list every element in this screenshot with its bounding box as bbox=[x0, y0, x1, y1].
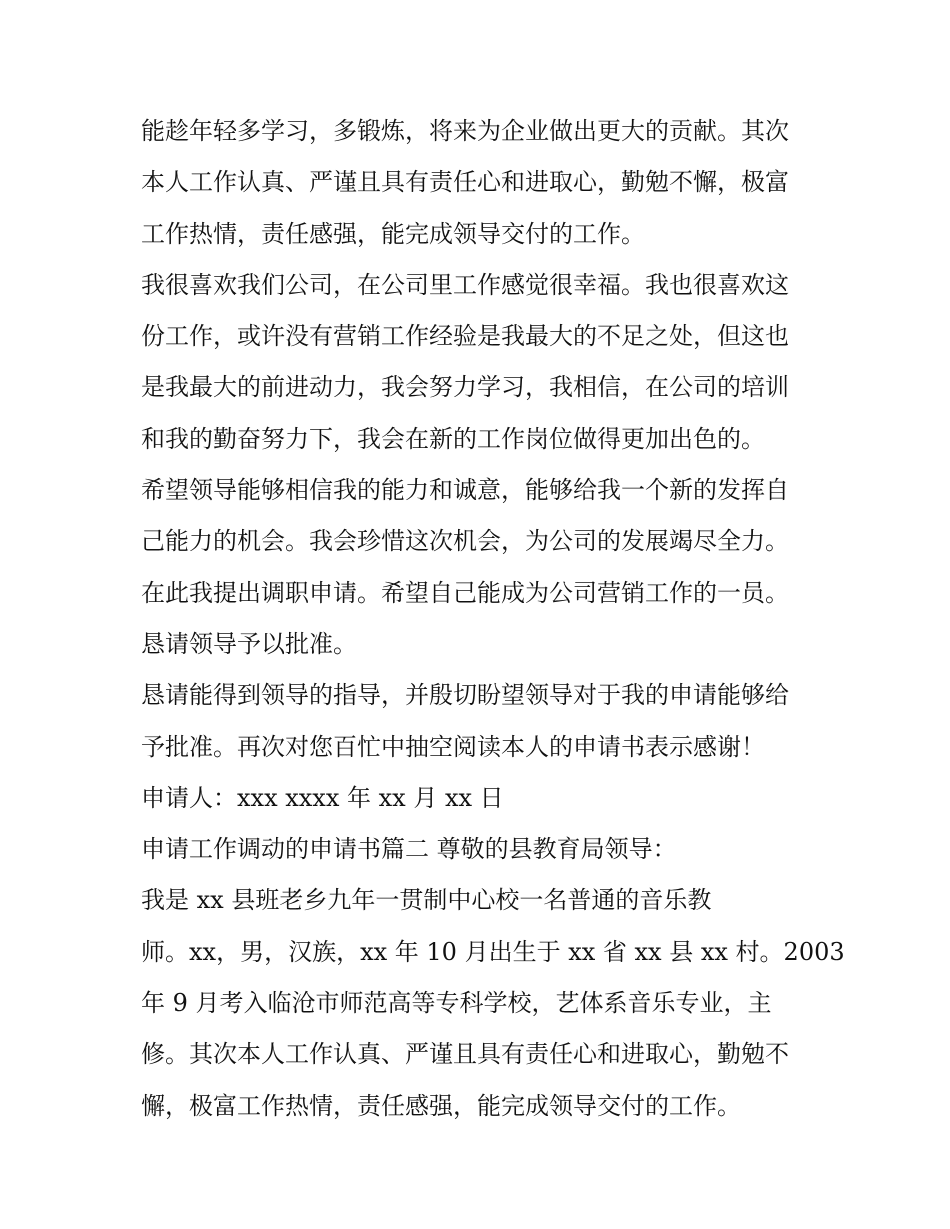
text-line: 我是 xx 县班老乡九年一贯制中心校一名普通的音乐教 bbox=[141, 886, 712, 915]
text-line: 在此我提出调职申请。希望自己能成为公司营销工作的一员。 bbox=[141, 578, 789, 607]
text-line: 己能力的机会。我会珍惜这次机会，为公司的发展竭尽全力。 bbox=[141, 527, 789, 556]
text-line: 予批准。再次对您百忙中抽空阅读本人的申请书表示感谢！ bbox=[141, 732, 765, 761]
text-line: 是我最大的前进动力，我会努力学习，我相信，在公司的培训 bbox=[141, 373, 789, 402]
text-line: 工作热情，责任感强，能完成领导交付的工作。 bbox=[141, 219, 645, 248]
text-line: 懈，极富工作热情，责任感强，能完成领导交付的工作。 bbox=[141, 1091, 741, 1120]
text-line: 能趁年轻多学习，多锻炼，将来为企业做出更大的贡献。其次 bbox=[141, 117, 789, 145]
text-line: 我很喜欢我们公司，在公司里工作感觉很幸福。我也很喜欢这 bbox=[141, 270, 789, 299]
text-line: 和我的勤奋努力下，我会在新的工作岗位做得更加出色的。 bbox=[141, 424, 765, 453]
section-heading-line: 申请工作调动的申请书篇二 尊敬的县教育局领导： bbox=[141, 835, 677, 864]
text-line: 年 9 月考入临沧市师范高等专科学校，艺体系音乐专业，主 bbox=[141, 989, 772, 1018]
text-line: 师。xx，男，汉族，xx 年 10 月出生于 xx 省 xx 县 xx 村。2003 bbox=[141, 937, 845, 966]
text-line: 恳请能得到领导的指导，并殷切盼望领导对于我的申请能够给 bbox=[141, 681, 789, 710]
text-line: 希望领导能够相信我的能力和诚意，能够给我一个新的发挥自 bbox=[141, 476, 789, 505]
text-line: 本人工作认真、严谨且具有责任心和进取心，勤勉不懈，极富 bbox=[141, 168, 789, 197]
document-body bbox=[141, 106, 845, 1132]
text-line: 份工作，或许没有营销工作经验是我最大的不足之处，但这也 bbox=[141, 322, 789, 351]
text-line: 恳请领导予以批准。 bbox=[141, 629, 357, 658]
signature-line: 申请人：xxx xxxx 年 xx 月 xx 日 bbox=[141, 783, 504, 812]
text-line: 修。其次本人工作认真、严谨且具有责任心和进取心，勤勉不 bbox=[141, 1040, 789, 1069]
